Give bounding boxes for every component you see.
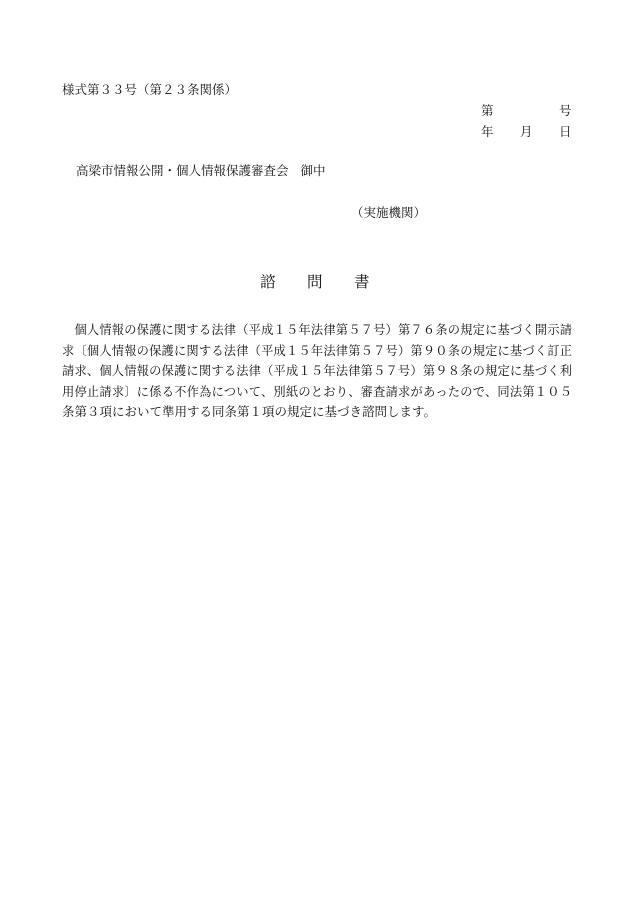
addressee-honorific: 御中 [300,163,326,178]
title-char-3: 書 [354,273,370,291]
body-line: 請求、個人情報の保護に関する法律（平成１５年法律第５７号）第９８条の規定に基づく利 [62,364,572,378]
number-prefix: 第 [481,103,494,118]
addressee-name: 高梁市情報公開・個人情報保護審査会 [76,163,289,178]
date-month: 月 [520,124,533,139]
body-line: 個人情報の保護に関する法律（平成１５年法律第５７号）第７６条の規定に基づく開示請 [62,323,572,337]
date-year: 年 [481,124,494,139]
sender-agency: （実施機関） [351,205,427,220]
body-line: 条第３項において準用する同条第１項の規定に基づき諮問します。 [62,404,437,419]
document-number [481,101,571,121]
number-suffix: 号 [559,103,572,118]
document-date [481,122,571,142]
body-text [62,320,572,423]
addressee [76,161,326,179]
form-number: 様式第３３号（第２３条関係） [62,82,238,97]
date-day: 日 [559,124,572,139]
body-line: 求〔個人情報の保護に関する法律（平成１５年法律第５７号）第９０条の規定に基づく訂正 [62,343,572,358]
title-char-1: 諮 [260,273,276,291]
title-char-2: 問 [307,273,323,291]
body-line: 用停止請求〕に係る不作為について、別紙のとおり、審査請求があったので、同法第１０５ [62,384,572,399]
